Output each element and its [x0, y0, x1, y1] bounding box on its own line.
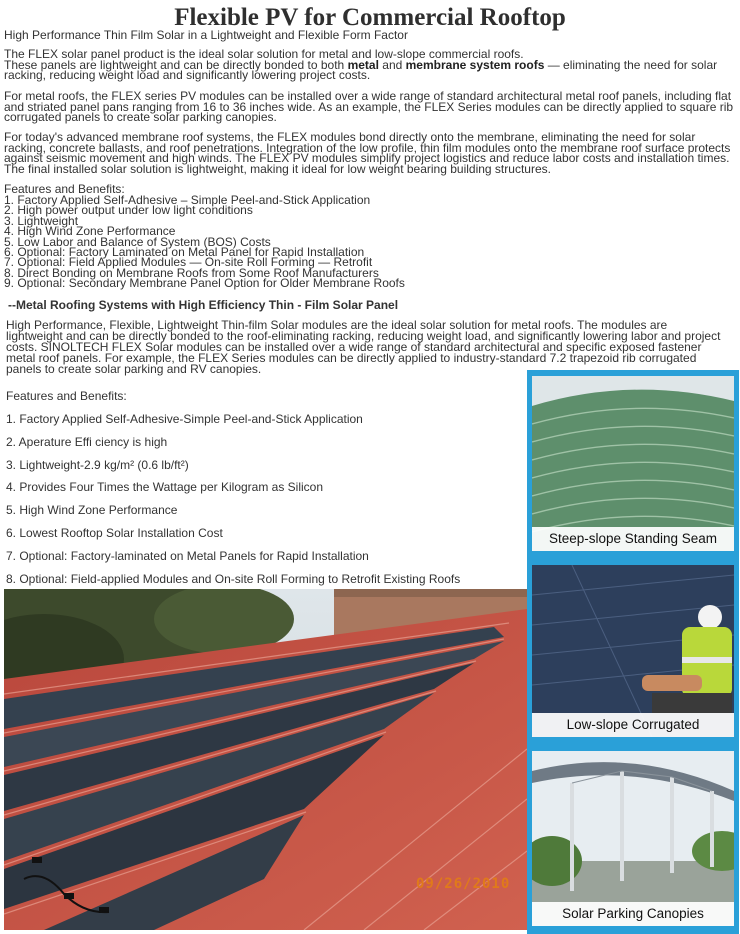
standing-seam-roof-illustration	[532, 376, 734, 551]
roof-photo	[4, 589, 527, 930]
intro-p1-line1: The FLEX solar panel product is the ideal solar solution for metal and low-slope commercial roofs.	[4, 47, 524, 61]
list-item: 3. Lightweight	[4, 213, 79, 228]
intro-bold-membrane: membrane system roofs	[405, 57, 545, 72]
parking-canopy-illustration	[532, 751, 734, 926]
caption-corrugated: Low-slope Corrugated	[532, 713, 734, 737]
list-item: 4. Provides Four Times the Wattage per Kilogram as Silicon	[6, 480, 324, 495]
side-image-standing-seam	[532, 376, 734, 551]
list-item: 8. Direct Bonding on Membrane Roofs from Some Roof Manufacturers	[4, 265, 379, 280]
features-1-label: Features and Benefits:	[4, 182, 125, 196]
intro-paragraph-2: For metal roofs, the FLEX series PV modules can be installed over a wide range of standard architectural metal roof panels, including flat and striated panel pans ranging from 16 to 36 inches wide. As an example, the FLEX Series modules can be directly applied to square rib corrugated panels to create solar parking canopies.	[4, 89, 734, 125]
intro-paragraph-3: For today's advanced membrane roof systems, the FLEX modules bond directly onto the membrane, eliminating the need for solar racking, concrete ballasts, and roof penetrations. Integration of the low profile, thin film modules onto the membrane roof surface protects against seismic movement and high winds. The FLEX PV modules simplify project logistics and reduce labor costs and installation times. The final installed solar solution is lightweight, making it ideal for low weight bearing building structures.	[4, 130, 731, 176]
corrugated-roof-illustration	[532, 565, 734, 737]
page-subtitle: High Performance Thin Film Solar in a Lightweight and Flexible Form Factor	[4, 28, 408, 42]
section-2-heading: --Metal Roofing Systems with High Efficiency Thin - Film Solar Panel	[8, 298, 399, 312]
page-title: Flexible PV for Commercial Rooftop	[174, 4, 566, 31]
features-1-list	[4, 195, 405, 289]
intro-p1-suffix: — eliminating the need for solar racking, reducing weight load and significantly lowering project costs.	[4, 57, 718, 83]
list-item: 3. Lightweight-2.9 kg/m² (0.6 lb/ft²)	[6, 457, 189, 472]
list-item: 5. High Wind Zone Performance	[6, 503, 178, 518]
list-item: 1. Factory Applied Self-Adhesive-Simple Peel-and-Stick Application	[6, 412, 363, 426]
section-2-paragraph: High Performance, Flexible, Lightweight Thin-film Solar modules are the ideal solar solution for metal roofs. The modules are lightweight and can be directly bonded to the roof-eliminating racking, reducing weight load, and significantly lowering labor and project costs. SINOLTECH FLEX Solar modules can be installed over a wide range of standard architectural and specific exposed fastener metal roof panels. For example, the FLEX Series modules can be directly applied to industry-standard 7.2 trapezoid rib corrugated panels to create solar parking and RV canopies.	[6, 318, 721, 376]
list-item: 2. High power output under low light conditions	[4, 203, 253, 218]
list-item: 1. Factory Applied Self-Adhesive – Simple Peel-and-Stick Application	[4, 193, 371, 207]
intro-bold-metal: metal	[347, 57, 379, 72]
list-item: 2. Aperature Effi ciency is high	[6, 434, 168, 449]
list-item: 6. Lowest Rooftop Solar Installation Cost	[6, 525, 223, 540]
side-image-parking-canopies	[532, 751, 734, 926]
intro-paragraph-1	[4, 49, 736, 81]
list-item: 5. Low Labor and Balance of System (BOS) Costs	[4, 234, 271, 249]
side-image-corrugated	[532, 565, 734, 737]
date-stamp: 09/26/2010	[416, 876, 511, 892]
list-item: 9. Optional: Secondary Membrane Panel Option for Older Membrane Roofs	[4, 276, 405, 291]
list-item: 7. Optional: Factory-laminated on Metal Panels for Rapid Installation	[6, 548, 369, 563]
list-item: 7. Optional: Field Applied Modules — On-site Roll Forming — Retrofit	[4, 255, 373, 270]
features-2-list	[6, 412, 460, 594]
side-image-panel	[527, 370, 739, 934]
caption-standing-seam: Steep-slope Standing Seam	[532, 527, 734, 551]
list-item: 8. Optional: Field-applied Modules and On-site Roll Forming to Retrofit Existing Roofs	[6, 571, 461, 586]
intro-and: and	[378, 57, 406, 72]
features-2-label: Features and Benefits:	[6, 389, 127, 403]
intro-p1-line2: These panels are lightweight and can be directly bonded to both	[4, 57, 348, 72]
list-item: 4. High Wind Zone Performance	[4, 224, 176, 239]
caption-parking-canopies: Solar Parking Canopies	[532, 902, 734, 926]
list-item: 6. Optional: Factory Laminated on Metal Panel for Rapid Installation	[4, 245, 365, 260]
